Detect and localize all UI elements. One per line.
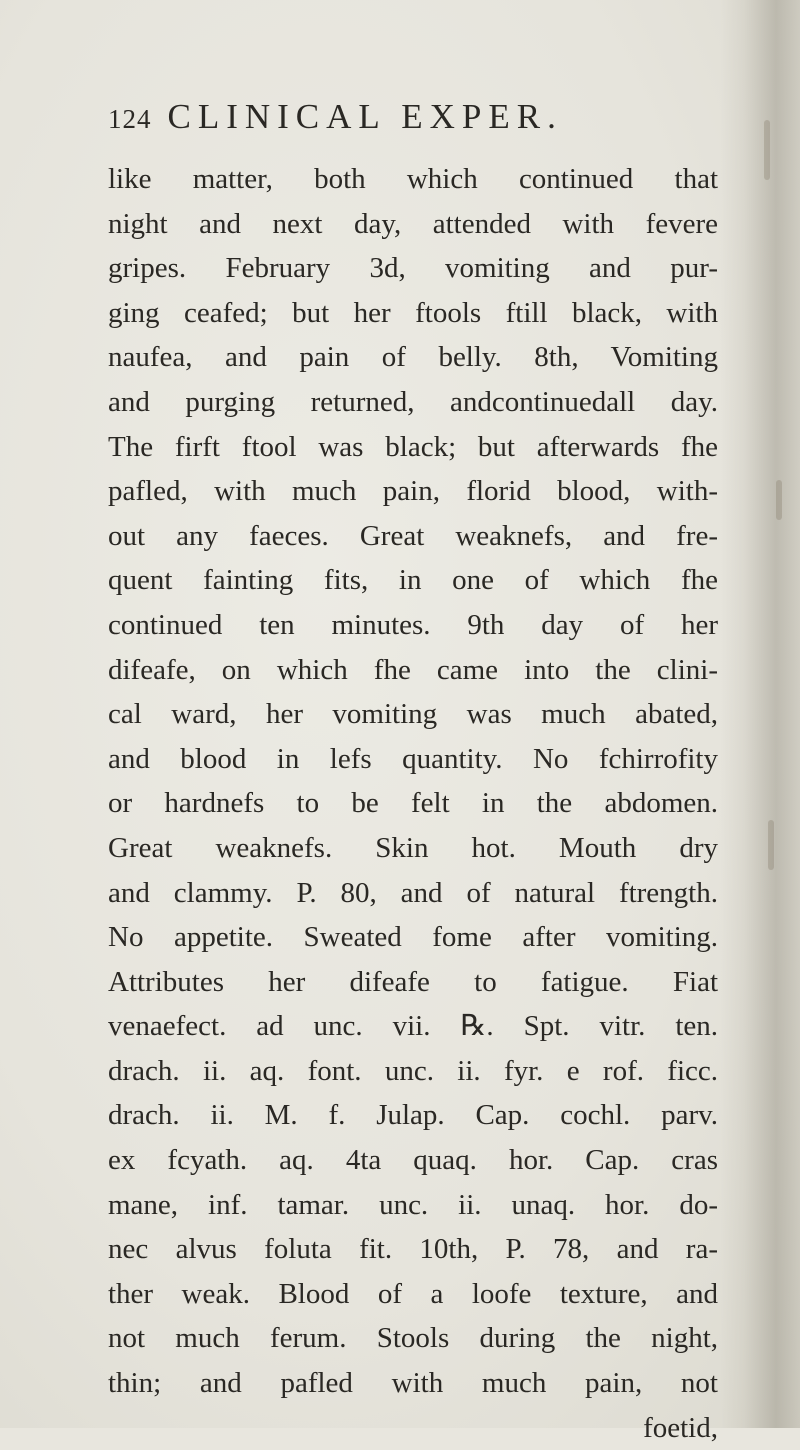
text-line: ther weak. Blood of a loofe texture, and — [108, 1277, 718, 1310]
text-line: difeafe, on which fhe came into the clini- — [108, 653, 718, 686]
text-line: continued ten minutes. 9th day of her — [108, 608, 718, 641]
page-edge-stain — [768, 820, 774, 870]
text-line: thin; and pafled with much pain, not — [108, 1367, 718, 1400]
text-line: and clammy. P. 80, and of natural ftrength. — [108, 876, 718, 909]
running-title: CLINICAL EXPER. — [167, 97, 563, 136]
text-line: Great weaknefs. Skin hot. Mouth dry — [108, 831, 718, 864]
page-number: 124 — [108, 104, 152, 134]
catchword: foetid, — [643, 1411, 718, 1444]
text-line: pafled, with much pain, florid blood, with- — [108, 475, 718, 508]
text-line: night and next day, attended with fevere — [108, 207, 718, 240]
text-line: cal ward, her vomiting was much abated, — [108, 698, 718, 731]
page-edge-stain — [764, 120, 770, 180]
page-edge-stain — [776, 480, 782, 520]
text-line: out any faeces. Great weaknefs, and fre- — [108, 519, 718, 552]
page-edge-shadow — [720, 0, 800, 1428]
text-line: drach. ii. M. f. Julap. Cap. cochl. parv. — [108, 1099, 718, 1132]
text-line: nec alvus foluta fit. 10th, P. 78, and ra- — [108, 1233, 718, 1266]
text-line: and blood in lefs quantity. No fchirrofity — [108, 742, 718, 775]
text-line: Attributes her difeafe to fatigue. Fiat — [108, 965, 718, 998]
text-line: mane, inf. tamar. unc. ii. unaq. hor. do- — [108, 1188, 718, 1221]
text-line: naufea, and pain of belly. 8th, Vomiting — [108, 341, 718, 374]
text-line: The firft ftool was black; but afterwards fhe — [108, 430, 718, 463]
text-line: venaefect. ad unc. vii. ℞. Spt. vitr. ten. — [108, 1010, 718, 1043]
text-line: ex fcyath. aq. 4ta quaq. hor. Cap. cras — [108, 1144, 718, 1177]
body-text — [108, 157, 718, 1450]
text-line: like matter, both which continued that — [108, 163, 718, 195]
text-line: not much ferum. Stools during the night, — [108, 1322, 718, 1355]
text-line: No appetite. Sweated fome after vomiting. — [108, 921, 718, 954]
text-line: gripes. February 3d, vomiting and pur- — [108, 252, 718, 285]
text-line: drach. ii. aq. font. unc. ii. fyr. e rof. ficc. — [108, 1054, 718, 1087]
running-header — [108, 97, 563, 141]
text-line: or hardnefs to be felt in the abdomen. — [108, 787, 718, 820]
text-line: and purging returned, andcontinuedall day. — [108, 385, 718, 418]
text-line: quent fainting fits, in one of which fhe — [108, 564, 718, 597]
text-line: ging ceafed; but her ftools ftill black, with — [108, 296, 718, 329]
